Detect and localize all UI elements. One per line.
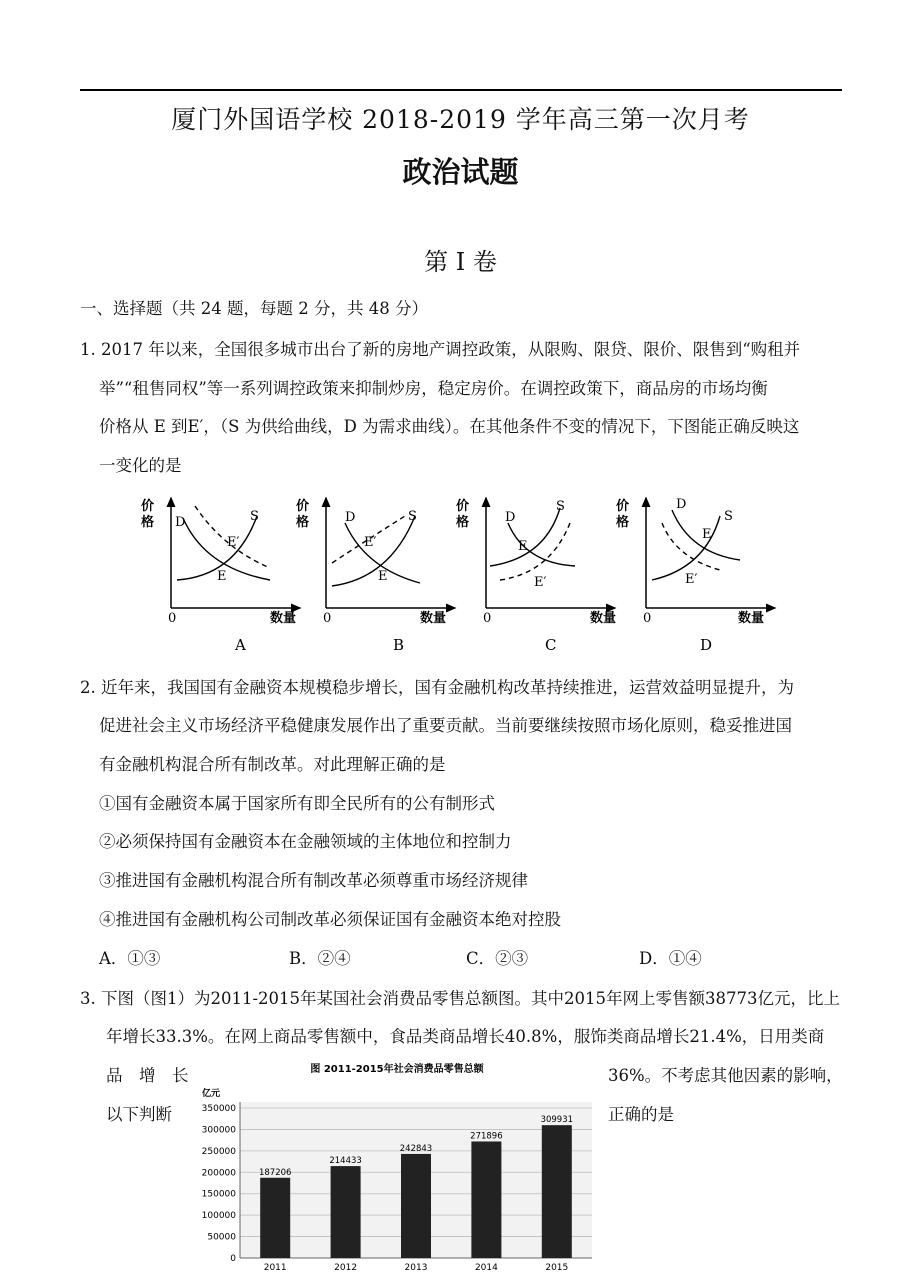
y-tick-label: 250000 bbox=[201, 1146, 236, 1157]
data-label: 242843 bbox=[399, 1143, 433, 1154]
point-label-e: E bbox=[378, 569, 388, 584]
x-axis-label: 数量 bbox=[420, 611, 447, 626]
option-label-c: C bbox=[545, 636, 557, 654]
data-label: 187206 bbox=[258, 1167, 292, 1178]
bar bbox=[260, 1178, 290, 1258]
x-axis-label: 数量 bbox=[590, 611, 617, 626]
curve-label-s: S bbox=[556, 499, 565, 514]
curve-label-s: S bbox=[724, 509, 733, 524]
x-tick-label: 2013 bbox=[404, 1263, 428, 1273]
y-tick-label: 300000 bbox=[201, 1125, 236, 1136]
subject-title: 政治试题 bbox=[402, 155, 519, 189]
supply-curve bbox=[490, 508, 560, 566]
x-tick-label: 2011 bbox=[263, 1263, 287, 1273]
option-label-d: D bbox=[700, 636, 713, 654]
header-rule bbox=[80, 89, 842, 91]
graph-c bbox=[456, 498, 616, 654]
q2-line: 有金融机构混合所有制改革。对此理解正确的是 bbox=[99, 755, 446, 774]
data-label: 271896 bbox=[470, 1131, 503, 1142]
point-label-e: E bbox=[217, 569, 227, 584]
y-axis-label: 价 bbox=[456, 499, 470, 514]
option-label-a: A bbox=[235, 636, 246, 654]
graph-d bbox=[616, 497, 775, 654]
q3-line: 正确的是 bbox=[608, 1105, 674, 1124]
bar bbox=[401, 1154, 431, 1258]
origin-label: 0 bbox=[323, 611, 332, 626]
y-axis-unit-label: 亿元 bbox=[202, 1089, 221, 1099]
q2-option-a: A．①③ bbox=[99, 949, 161, 968]
curve-label-s: S bbox=[250, 509, 259, 524]
supply-demand-graphs bbox=[135, 488, 785, 658]
q1-line: 举”“租售同权”等一系列调控政策来抑制炒房，稳定房价。在调控政策下，商品房的市场均衡 bbox=[99, 379, 768, 398]
q2-line: 2. 近年来，我国国有金融资本规模稳步增长，国有金融机构改革持续推进，运营效益明显提升，为 bbox=[80, 678, 794, 697]
y-axis-label: 价 bbox=[296, 499, 310, 514]
shifted-supply-curve bbox=[500, 523, 570, 580]
q2-statement: ②必须保持国有金融资本在金融领域的主体地位和控制力 bbox=[99, 832, 512, 851]
q2-option-c: C．②③ bbox=[466, 949, 529, 968]
bar-chart-svg bbox=[196, 1058, 598, 1276]
bar bbox=[471, 1141, 501, 1258]
q2-statement: ③推进国有金融机构混合所有制改革必须尊重市场经济规律 bbox=[99, 871, 528, 890]
y-axis-label: 价 bbox=[141, 499, 155, 514]
y-tick-label: 200000 bbox=[201, 1168, 236, 1179]
q1-line: 1. 2017 年以来，全国很多城市出台了新的房地产调控政策，从限购、限贷、限价、限售到“购租并 bbox=[80, 340, 801, 359]
q2-option-b: B．②④ bbox=[289, 949, 351, 968]
curve-label-d: D bbox=[676, 497, 687, 512]
q3-line: 品 增 长 bbox=[106, 1066, 189, 1085]
q3-line: 36%。不考虑其他因素的影响， bbox=[608, 1066, 843, 1085]
y-axis-label: 格 bbox=[296, 515, 310, 530]
data-label: 309931 bbox=[540, 1115, 574, 1126]
q3-line: 年增长33.3%。在网上商品零售额中，食品类商品增长40.8%，服饰类商品增长21.4%，日用类商 bbox=[106, 1027, 825, 1046]
graph-b bbox=[296, 498, 455, 654]
option-label-b: B bbox=[393, 636, 405, 654]
retail-sales-chart bbox=[196, 1058, 598, 1280]
q2-option-d: D．①④ bbox=[639, 949, 702, 968]
q2-line: 促进社会主义市场经济平稳健康发展作出了重要贡献。当前要继续按照市场化原则，稳妥推进国 bbox=[99, 716, 792, 735]
x-axis-label: 数量 bbox=[270, 611, 297, 626]
school-title: 厦门外国语学校 2018-2019 学年高三第一次月考 bbox=[171, 105, 750, 134]
y-tick-label: 100000 bbox=[201, 1211, 236, 1222]
q1-line: 一变化的是 bbox=[99, 456, 182, 475]
supply-curve bbox=[332, 516, 415, 586]
y-axis-label: 格 bbox=[616, 515, 630, 530]
data-label: 214433 bbox=[329, 1156, 362, 1167]
x-tick-label: 2012 bbox=[334, 1263, 358, 1273]
y-axis-label: 格 bbox=[141, 515, 155, 530]
q3-line: 3. 下图（图1）为2011-2015年某国社会消费品零售总额图。其中2015年网上零售额38773亿元，比上 bbox=[80, 989, 841, 1008]
y-tick-label: 350000 bbox=[201, 1104, 236, 1114]
section-heading: 一、选择题（共 24 题，每题 2 分，共 48 分） bbox=[80, 299, 428, 318]
origin-label: 0 bbox=[643, 611, 652, 626]
y-axis-label: 价 bbox=[616, 499, 630, 514]
y-axis-label: 格 bbox=[456, 515, 470, 530]
y-tick-label: 50000 bbox=[207, 1232, 236, 1243]
supply-curve bbox=[652, 516, 720, 580]
point-label-e: E bbox=[702, 527, 712, 542]
origin-label: 0 bbox=[168, 611, 177, 626]
x-tick-label: 2014 bbox=[474, 1263, 498, 1273]
curve-label-d: D bbox=[175, 515, 186, 530]
origin-label: 0 bbox=[483, 611, 492, 626]
x-axis-label: 数量 bbox=[738, 611, 765, 626]
q1-line: 价格从 E 到E′，（S 为供给曲线，D 为需求曲线）。在其他条件不变的情况下，下图能正确反映这 bbox=[99, 417, 800, 436]
point-label-e-prime: E′ bbox=[364, 535, 377, 550]
q2-statement: ④推进国有金融机构公司制改革必须保证国有金融资本绝对控股 bbox=[99, 910, 561, 929]
y-tick-label: 150000 bbox=[201, 1189, 236, 1200]
bar bbox=[542, 1125, 572, 1258]
point-label-e: E bbox=[518, 539, 528, 554]
curve-label-s: S bbox=[408, 509, 417, 524]
curve-label-d: D bbox=[345, 510, 356, 525]
point-label-e-prime: E′ bbox=[534, 575, 547, 590]
x-tick-label: 2015 bbox=[545, 1263, 569, 1273]
chart-title: 图 2011-2015年社会消费品零售总额 bbox=[310, 1064, 484, 1075]
q3-line: 以下判断 bbox=[106, 1105, 172, 1124]
point-label-e-prime: E′ bbox=[227, 535, 240, 550]
bar bbox=[331, 1166, 361, 1258]
q2-statement: ①国有金融资本属于国家所有即全民所有的公有制形式 bbox=[99, 794, 495, 813]
point-label-e-prime: E′ bbox=[685, 572, 698, 587]
curve-label-d: D bbox=[505, 510, 516, 525]
volume-title: 第 I 卷 bbox=[424, 248, 497, 276]
y-tick-label: 0 bbox=[230, 1254, 236, 1264]
graph-a bbox=[141, 498, 300, 654]
